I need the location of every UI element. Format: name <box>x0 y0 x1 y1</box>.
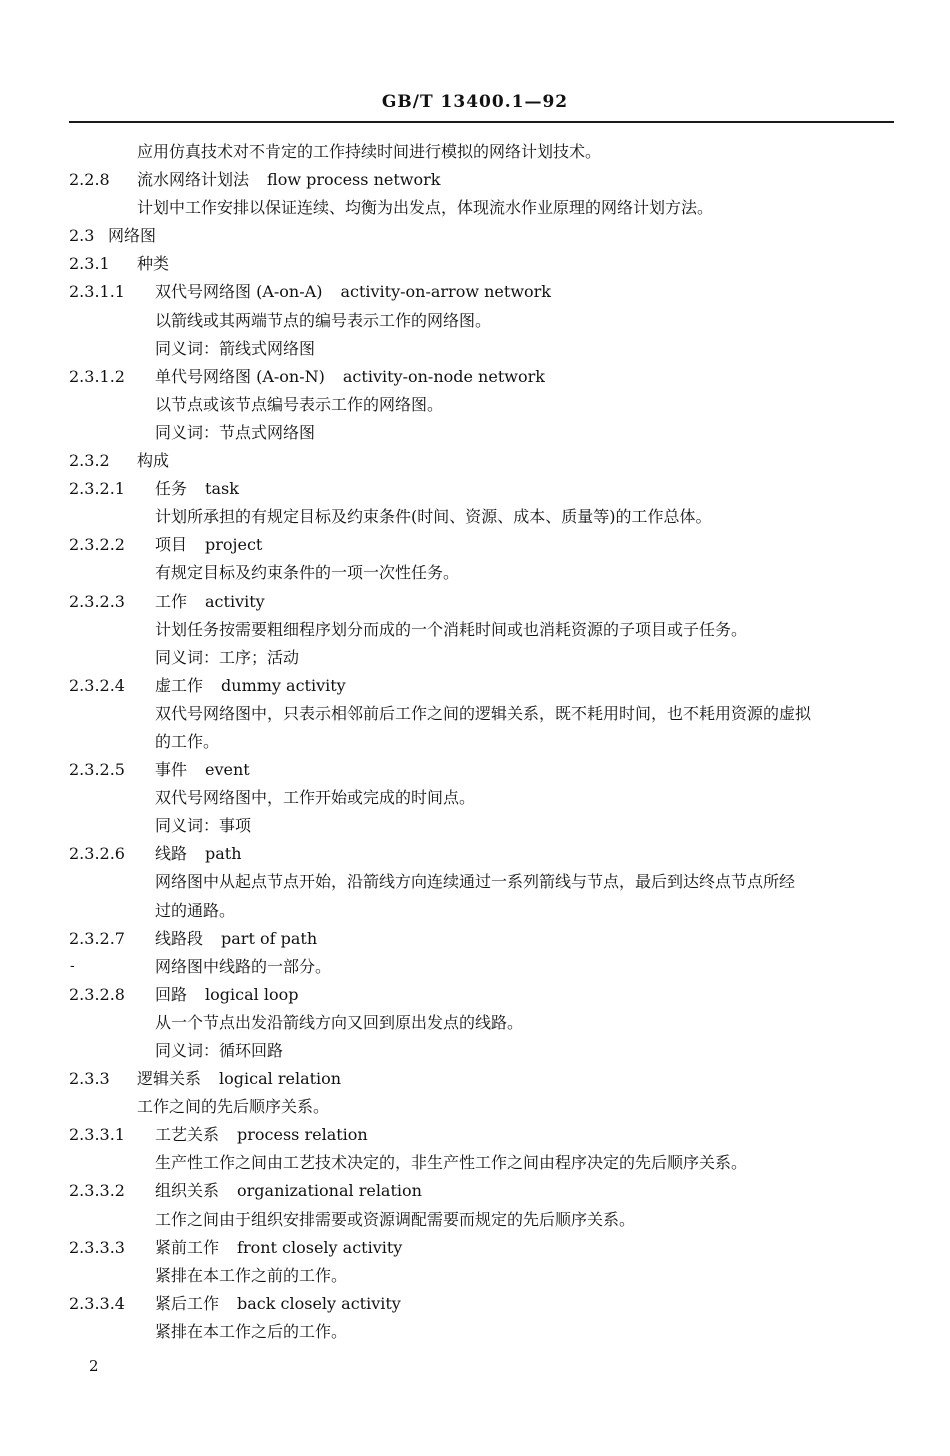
body-text: 同义词：节点式网络图 <box>155 422 316 442</box>
clause-number: 2.3 <box>69 226 95 246</box>
term-text <box>155 475 239 503</box>
term-text <box>137 1065 341 1093</box>
body-line <box>0 1009 950 1037</box>
term-text <box>108 222 156 250</box>
body-text: 同义词：箭线式网络图 <box>155 338 316 358</box>
clause-number: 2.2.8 <box>69 170 110 190</box>
term-text <box>155 672 346 700</box>
body-text: 的工作。 <box>155 731 220 751</box>
term-chinese: 线路段 <box>155 928 204 948</box>
standard-code-header: GB/T 13400.1—92 <box>381 92 569 112</box>
term-text <box>155 1234 402 1262</box>
term-chinese: 工作 <box>155 591 188 611</box>
term-entry <box>0 363 950 391</box>
clause-number: 2.3.2.3 <box>69 591 125 611</box>
term-english: dummy activity <box>221 675 346 695</box>
body-line <box>0 138 950 166</box>
header-rule <box>69 121 894 123</box>
term-entry <box>0 1065 950 1093</box>
body-line <box>0 812 950 840</box>
body-line <box>0 1262 950 1290</box>
stray-mark: - <box>70 958 75 974</box>
body-text: 同义词：循环回路 <box>155 1041 284 1060</box>
body-line <box>0 335 950 363</box>
term-text <box>155 840 242 868</box>
body-text: 有规定目标及约束条件的一项一次性任务。 <box>155 563 460 583</box>
body-line <box>0 194 950 222</box>
term-english: back closely activity <box>237 1293 401 1313</box>
body-line <box>0 616 950 644</box>
clause-number: 2.3.2.6 <box>69 844 125 864</box>
term-entry <box>0 531 950 559</box>
body-text: 从一个节点出发沿箭线方向又回到原出发点的线路。 <box>155 1012 524 1032</box>
term-chinese: 种类 <box>137 254 170 274</box>
body-text: 网络图中线路的一部分。 <box>155 956 332 976</box>
clause-number: 2.3.2.1 <box>69 479 125 499</box>
term-chinese: 工艺关系 <box>155 1125 220 1145</box>
term-entry <box>0 1290 950 1318</box>
term-entry <box>0 278 950 306</box>
term-entry <box>0 447 950 475</box>
term-english: path <box>205 844 242 864</box>
body-line <box>0 897 950 925</box>
term-chinese: 双代号网络图 (A-on-A) <box>155 282 323 302</box>
body-line <box>0 503 950 531</box>
term-entry <box>0 925 950 953</box>
term-text <box>155 925 317 953</box>
body-text: 计划所承担的有规定目标及约束条件(时间、资源、成本、质量等)的工作总体。 <box>155 507 712 527</box>
clause-number: 2.3.1 <box>69 254 110 274</box>
clause-number: 2.3.2.7 <box>69 928 125 948</box>
term-text <box>137 166 440 194</box>
clause-number: 2.3.2.4 <box>69 675 125 695</box>
term-chinese: 网络图 <box>108 226 157 246</box>
body-line <box>0 1149 950 1177</box>
body-text: 应用仿真技术对不肯定的工作持续时间进行模拟的网络计划技术。 <box>137 142 602 161</box>
body-text: 双代号网络图中，工作开始或完成的时间点。 <box>155 788 476 808</box>
term-english: activity-on-arrow network <box>340 282 551 302</box>
term-text <box>155 756 250 784</box>
term-text <box>155 363 545 391</box>
term-chinese: 线路 <box>155 844 188 864</box>
term-entry <box>0 1177 950 1205</box>
clause-number: 2.3.1.1 <box>69 282 125 302</box>
term-english: part of path <box>221 928 318 948</box>
body-line <box>0 1093 950 1121</box>
body-line <box>0 700 950 728</box>
term-chinese: 回路 <box>155 984 188 1004</box>
body-line <box>0 644 950 672</box>
body-text: 紧排在本工作之后的工作。 <box>155 1321 348 1341</box>
term-text <box>155 531 262 559</box>
body-text: 计划任务按需要粗细程序划分而成的一个消耗时间或也消耗资源的子项目或子任务。 <box>155 619 748 639</box>
body-text: 生产性工作之间由工艺技术决定的，非生产性工作之间由程序决定的先后顺序关系。 <box>155 1153 748 1173</box>
clause-number: 2.3.3 <box>69 1069 110 1089</box>
page-number: 2 <box>89 1357 99 1375</box>
term-english: project <box>205 535 263 555</box>
clause-number: 2.3.2.8 <box>69 984 125 1004</box>
term-text <box>155 1177 422 1205</box>
clause-number: 2.3.3.1 <box>69 1125 125 1145</box>
body-text: 工作之间由于组织安排需要或资源调配需要而规定的先后顺序关系。 <box>155 1209 636 1229</box>
term-entry <box>0 166 950 194</box>
clause-number: 2.3.2.5 <box>69 760 125 780</box>
body-text: 双代号网络图中，只表示相邻前后工作之间的逻辑关系，既不耗用时间，也不耗用资源的虚拟 <box>155 703 812 723</box>
term-entry <box>0 672 950 700</box>
term-entry <box>0 981 950 1009</box>
term-chinese: 紧后工作 <box>155 1293 220 1313</box>
clause-number: 2.3.2 <box>69 451 110 471</box>
body-line <box>0 391 950 419</box>
term-chinese: 单代号网络图 (A-on-N) <box>155 366 325 386</box>
term-english: logical relation <box>219 1069 342 1089</box>
clause-number: 2.3.1.2 <box>69 366 125 386</box>
term-entry <box>0 1234 950 1262</box>
body-line <box>0 1206 950 1234</box>
term-chinese: 组织关系 <box>155 1181 220 1201</box>
term-english: activity <box>205 591 265 611</box>
term-chinese: 紧前工作 <box>155 1237 220 1257</box>
term-chinese: 事件 <box>155 760 188 780</box>
clause-number: 2.3.3.3 <box>69 1237 125 1257</box>
term-text <box>155 278 551 306</box>
term-entry <box>0 250 950 278</box>
term-english: logical loop <box>205 984 299 1004</box>
term-english: event <box>205 760 250 780</box>
body-line <box>0 953 950 981</box>
term-english: task <box>205 479 239 499</box>
term-text <box>137 250 169 278</box>
term-chinese: 项目 <box>155 535 188 555</box>
term-entry <box>0 840 950 868</box>
clause-number: 2.3.3.2 <box>69 1181 125 1201</box>
term-entry <box>0 475 950 503</box>
body-text: 工作之间的先后顺序关系。 <box>137 1097 330 1117</box>
document-body <box>0 138 950 1346</box>
term-entry <box>0 222 950 250</box>
clause-number: 2.3.2.2 <box>69 535 125 555</box>
term-chinese: 逻辑关系 <box>137 1069 202 1089</box>
body-text: 计划中工作安排以保证连续、均衡为出发点，体现流水作业原理的网络计划方法。 <box>137 198 714 218</box>
term-english: activity-on-node network <box>342 366 545 386</box>
body-line <box>0 728 950 756</box>
term-entry <box>0 1121 950 1149</box>
body-text: 以节点或该节点编号表示工作的网络图。 <box>155 394 444 414</box>
term-text <box>137 447 169 475</box>
term-text <box>155 1290 401 1318</box>
body-line <box>0 784 950 812</box>
body-line <box>0 1037 950 1065</box>
term-chinese: 构成 <box>137 451 170 471</box>
body-text: 以箭线或其两端节点的编号表示工作的网络图。 <box>155 310 492 330</box>
term-english: front closely activity <box>237 1237 403 1257</box>
body-line <box>0 307 950 335</box>
body-line <box>0 419 950 447</box>
body-line <box>0 1318 950 1346</box>
body-text: 同义词：工序；活动 <box>155 647 300 667</box>
term-text <box>155 981 298 1009</box>
term-entry <box>0 588 950 616</box>
clause-number: 2.3.3.4 <box>69 1293 125 1313</box>
term-chinese: 任务 <box>155 479 188 499</box>
term-text <box>155 1121 368 1149</box>
term-chinese: 虚工作 <box>155 675 204 695</box>
term-entry <box>0 756 950 784</box>
term-english: flow process network <box>267 170 441 190</box>
term-english: process relation <box>237 1125 368 1145</box>
body-line <box>0 868 950 896</box>
term-chinese: 流水网络计划法 <box>137 170 250 190</box>
body-line <box>0 559 950 587</box>
body-text: 网络图中从起点节点开始，沿箭线方向连续通过一系列箭线与节点，最后到达终点节点所经 <box>155 872 796 892</box>
term-text <box>155 588 265 616</box>
body-text: 过的通路。 <box>155 900 236 920</box>
term-english: organizational relation <box>237 1181 422 1201</box>
body-text: 同义词：事项 <box>155 816 252 836</box>
body-text: 紧排在本工作之前的工作。 <box>155 1265 348 1285</box>
